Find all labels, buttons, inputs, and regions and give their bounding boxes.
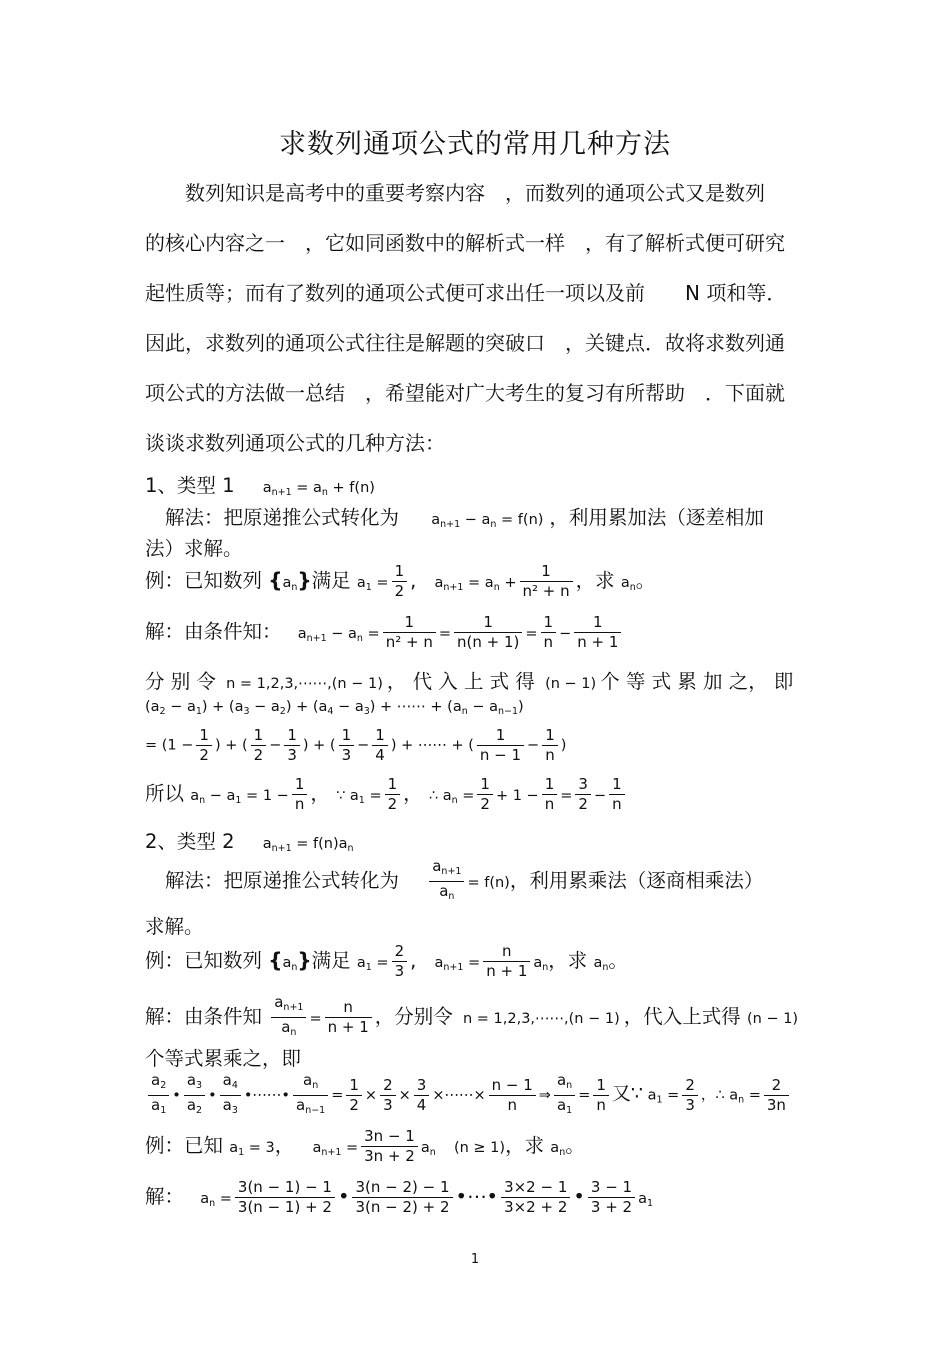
intro-line: 的核心内容之一 ，它如同函数中的解析式一样 ，有了解析式便可研究: [145, 231, 785, 255]
section-2-method: 解法：把原递推公式转化为 $\frac{a_{n+1}}{a_n}$ = f(n)，利用累乘法（逐商相乘法）: [165, 857, 764, 902]
intro-line: 数列知识是高考中的重要考察内容 ，而数列的通项公式又是数列: [185, 181, 765, 205]
section-2-heading: 2、类型 2 $a_{n+1} = f(n)a_n$: [145, 830, 354, 854]
section-1-solution: 解：由条件知： $a_{n+1} - a_n$ = $\frac{1}{\text{n² + n}}$ = $\frac{1}{n(n + 1)}$ = $\frac{1}{n}$ − $\frac{1}{n + 1}$: [145, 613, 624, 652]
intro-line: 谈谈求数列通项公式的几种方法：: [145, 431, 445, 455]
section-2-method-end: 求解。: [145, 915, 204, 938]
section-1-heading: 1、类型 1 $a_{n+1} = a_n + f(n)$: [145, 474, 375, 498]
section-2-example-2: 例：已知 $a_1 = 3$， $a_{n+1}$ = $\frac{3n - 1}{3n + 2}$ $a_n$ (n ≥ 1)，求 $a_n$。: [145, 1127, 585, 1165]
intro-line: 项公式的方法做一总结 ，希望能对广大考生的复习有所帮助 ．下面就: [145, 381, 785, 405]
section-1-let: 分 别 令 n = 1,2,3,⋯⋯,(n − 1) ， 代 入 上 式 得 (n − 1) 个 等 式 累 加 之， 即: [145, 670, 794, 693]
section-2-product: $\frac{a_2}{a_1}$ • $\frac{a_3}{a_2}$ • $\frac{a_4}{a_3}$ •⋯⋯• $\frac{a_n}{a_{n-1}}$ = $\frac{1}{2}$ × $\frac{2}{3}$ × $\frac{3}{4}$ ×⋯⋯× $\frac{n - 1}{n}$ ⇒ $\frac{a_n}{a_1}$ = $\frac{1}{n}$ 又∵ $a_1$ = $\frac{2}{3}$ ，∴ $a_n$ = $\frac{2}{3n}$: [145, 1071, 792, 1120]
section-1-sum-expanded: = (1 − $\frac{1}{2}$ ) + ( $\frac{1}{2}$ − $\frac{1}{3}$ ) + ( $\frac{1}{3}$ − $\frac{1}{4}$ ) + ⋯⋯ + ( $\frac{1}{n - 1}$ − $\frac{1}{n}$ ): [145, 726, 567, 764]
section-1-sum: $(a_2 - a_1) + (a_3 - a_2) + (a_4 - a_3)$ + ⋯⋯ + $(a_n - a_{n-1})$: [145, 699, 524, 717]
document-title: 求数列通项公式的常用几种方法: [279, 129, 671, 160]
section-2-solution-2: 解： $a_n$ = $\frac{3(n - 1) - 1}{3(n - 1) + 2}$ • $\frac{3(n - 2) - 1}{3(n - 2) + 2}$ •⋯• $\frac{3\times 2 - 1}{3\times 2 + 2}$ • $\frac{3 - 1}{3 + 2}$ $a_1$: [145, 1178, 654, 1216]
section-2-example: 例：已知数列 $\{a_n\}$满足 $a_1$ = $\frac{2}{3}$ , $a_{n+1}$ = $\frac{n}{n + 1}$ $a_n$，求 $a_n$。: [145, 942, 628, 980]
section-2-solution-cont: 个等式累乘之，即: [145, 1047, 302, 1070]
intro-paragraph: [145, 168, 805, 468]
section-2-solution: 解：由条件知 $\frac{a_{n+1}}{a_n}$ = $\frac{n}{n + 1}$ ，分别令 n = 1,2,3,⋯⋯,(n − 1) ，代入上式得 (n − 1): [145, 993, 799, 1038]
intro-line: 因此，求数列的通项公式往往是解题的突破口 ，关键点．故将求数列通: [145, 331, 785, 355]
page-number: 1: [470, 1252, 480, 1267]
intro-line: 起性质等；而有了数列的通项公式便可求出任一项以及前 N 项和等．: [145, 281, 787, 305]
section-1-method-end: 法）求解。: [145, 537, 243, 560]
section-1-example: 例：已知数列 $\{a_n\}$满足 $a_1$ = $\frac{1}{2}$ , $a_{n+1} = a_n$ + $\frac{1}{\text{n² + n}}$ ，求 $a_n$。: [145, 562, 656, 600]
section-1-method: 解法：把原递推公式转化为 $a_{n+1} - a_n = f(n)$ ，利用累加法（逐差相加: [165, 506, 764, 530]
section-1-result: 所以 $a_n - a_1 = 1$ − $\frac{1}{n}$ ， ∵ $a_1$ = $\frac{1}{2}$ ， ∴ $a_n$ = $\frac{1}{2}$ + 1 − $\frac{1}{n}$ = $\frac{3}{2}$ − $\frac{1}{n}$: [145, 775, 628, 814]
